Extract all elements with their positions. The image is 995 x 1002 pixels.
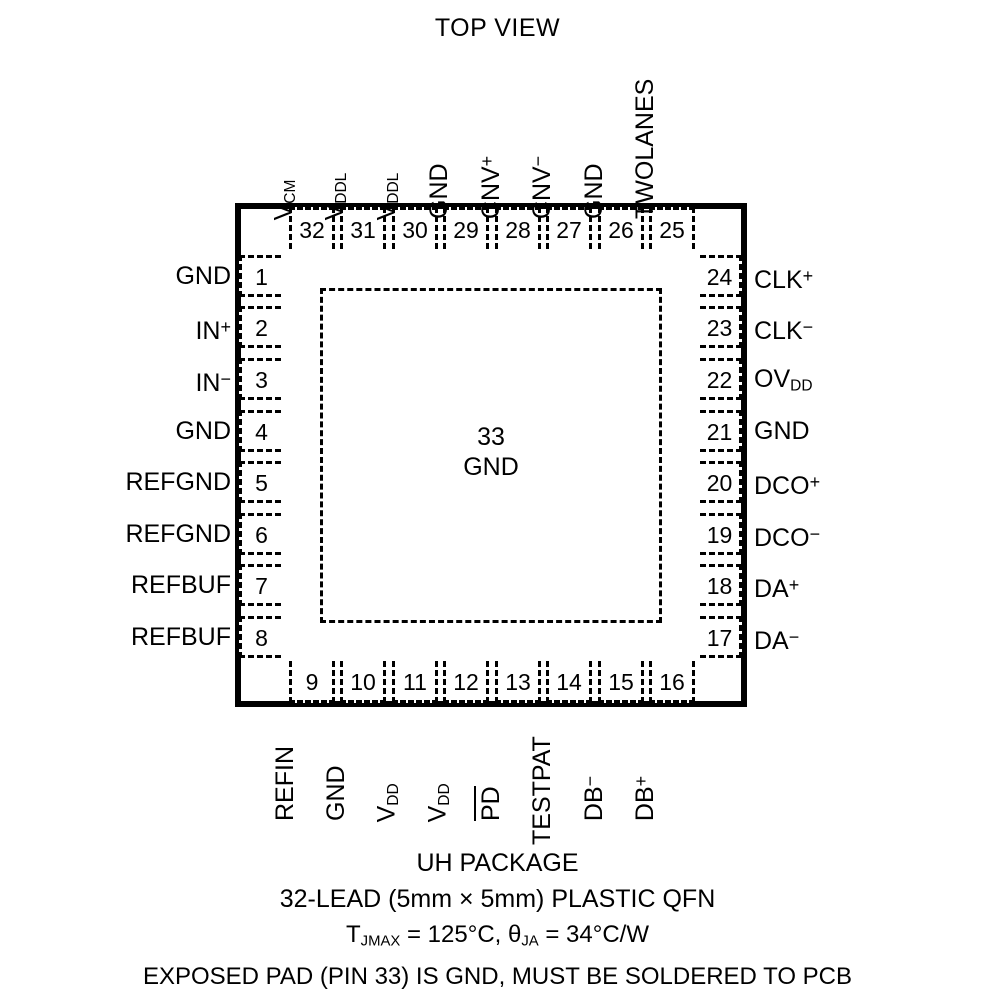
pin-label-22: $OV_{DD}$: [754, 365, 813, 395]
pin-label-23: CLK−: [754, 317, 814, 346]
pin-label-14: TESTPAT: [528, 736, 556, 845]
pin-pad-19[interactable]: 19: [700, 513, 742, 555]
pin-label-30: $V_{DDL}$: [372, 172, 402, 221]
pin-pad-26[interactable]: 26: [598, 207, 644, 249]
pin-pad-15[interactable]: 15: [598, 661, 644, 703]
pin-pad-27[interactable]: 27: [546, 207, 592, 249]
pin-label-17: DA−: [754, 627, 800, 656]
pin-pad-28[interactable]: 28: [495, 207, 541, 249]
pin-label-19: DCO−: [754, 524, 821, 553]
pin-pad-18[interactable]: 18: [700, 564, 742, 606]
pin-label-1: GND: [175, 262, 231, 290]
pin-pad-13[interactable]: 13: [495, 661, 541, 703]
pin-label-24: CLK+: [754, 266, 814, 295]
pin-label-16: DB+: [630, 775, 659, 822]
pin-label-12: $V_{DD}$: [423, 783, 453, 823]
pin-pad-3[interactable]: 3: [239, 358, 281, 400]
pin-label-3: IN−: [195, 369, 231, 398]
pin-label-11: $V_{DD}$: [372, 783, 402, 823]
pin-label-32: $V_{CM}$: [269, 179, 299, 221]
pin-pad-31[interactable]: 31: [340, 207, 386, 249]
pin-label-21: GND: [754, 417, 810, 445]
pin-label-9: REFIN: [271, 746, 299, 821]
pin-label-20: DCO+: [754, 472, 821, 501]
pin-pad-5[interactable]: 5: [239, 461, 281, 503]
pin-label-8: REFBUF: [131, 623, 231, 651]
caption-line-package: UH PACKAGE: [416, 849, 579, 877]
pin-label-2: IN+: [195, 317, 231, 346]
caption-line-exposed-pad: EXPOSED PAD (PIN 33) IS GND, MUST BE SOLDERED TO PCB: [142, 963, 853, 991]
pin-pad-7[interactable]: 7: [239, 564, 281, 606]
pin-label-29: GND: [425, 163, 453, 219]
pin-pad-2[interactable]: 2: [239, 306, 281, 348]
pin-label-5: REFGND: [125, 468, 231, 496]
pin-pad-24[interactable]: 24: [700, 255, 742, 297]
exposed-pad-number: 33: [477, 423, 505, 451]
pin-pad-29[interactable]: 29: [443, 207, 489, 249]
pin-pad-20[interactable]: 20: [700, 461, 742, 503]
exposed-pad-label: [320, 422, 662, 482]
pin-pad-11[interactable]: 11: [392, 661, 438, 703]
pin-label-27: CNV−: [527, 155, 556, 220]
pin-pad-1[interactable]: 1: [239, 255, 281, 297]
pin-label-26: GND: [580, 163, 608, 219]
pin-pad-30[interactable]: 30: [392, 207, 438, 249]
pin-pad-23[interactable]: 23: [700, 306, 742, 348]
pin-pad-8[interactable]: 8: [239, 616, 281, 658]
pin-pad-32[interactable]: 32: [289, 207, 335, 249]
pin-label-18: DA+: [754, 575, 800, 604]
caption-line-thermal: $T_{JMAX} = 125^\circ C$, $\theta_{JA} = 34^\circ C/W$: [345, 921, 649, 950]
pin-label-4: GND: [175, 417, 231, 445]
package-caption: [0, 845, 995, 995]
pin-pad-21[interactable]: 21: [700, 410, 742, 452]
page-title: TOP VIEW: [434, 14, 561, 42]
pin-pad-16[interactable]: 16: [649, 661, 695, 703]
pin-pad-17[interactable]: 17: [700, 616, 742, 658]
pin-label-10: GND: [322, 765, 350, 821]
pin-pad-6[interactable]: 6: [239, 513, 281, 555]
pin-pad-4[interactable]: 4: [239, 410, 281, 452]
pin-label-31: $V_{DDL}$: [320, 172, 350, 221]
pin-pad-22[interactable]: 22: [700, 358, 742, 400]
pin-pad-10[interactable]: 10: [340, 661, 386, 703]
pin-label-6: REFGND: [125, 520, 231, 548]
caption-line-leads: 32-LEAD (5mm × 5mm) PLASTIC QFN: [279, 885, 716, 913]
pin-pad-9[interactable]: 9: [289, 661, 335, 703]
pin-label-13: PD: [477, 786, 506, 821]
pin-pad-12[interactable]: 12: [443, 661, 489, 703]
pin-label-7: REFBUF: [131, 571, 231, 599]
pin-label-25: TWOLANES: [631, 78, 659, 219]
pin-pad-25[interactable]: 25: [649, 207, 695, 249]
pin-label-15: DB−: [579, 775, 608, 822]
pin-pad-14[interactable]: 14: [546, 661, 592, 703]
pin-label-28: CNV+: [476, 155, 505, 220]
exposed-pad-name: GND: [463, 453, 519, 481]
